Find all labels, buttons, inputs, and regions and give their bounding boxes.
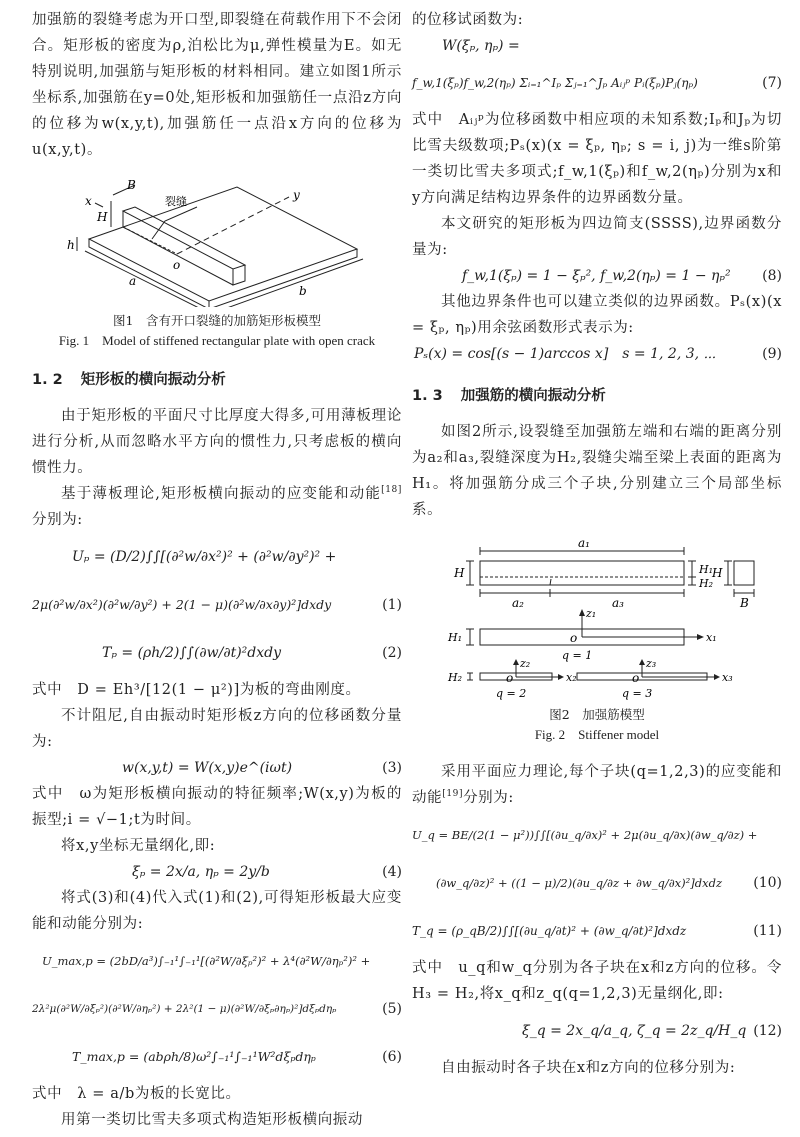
intro-paragraph: 加强筋的裂缝考虑为开口型,即裂缝在荷载作用下不会闭合。矩形板的密度为ρ,泊松比为μ,弹性模量为E。如无特别说明,加强筋与矩形板的材料相同。建立如图1所示坐标系,加强筋在y=0处,矩形板和加强筋任一点沿z方向的位移为w(x,y,t),加强筋任一点沿x方向的位移为u(x,y,t)。 xyxy=(32,12,402,158)
equation-number: (10) xyxy=(753,875,782,891)
equation-text: f_w,1(ξₚ) = 1 − ξₚ², f_w,2(ηₚ) = 1 − ηₚ² xyxy=(462,268,731,284)
equation-text: ξₚ = 2x/a, ηₚ = 2y/b xyxy=(132,864,270,880)
equation-12 xyxy=(412,1007,782,1055)
label-a: a xyxy=(129,274,137,288)
label-o3: o xyxy=(632,671,640,685)
citation-ref: [18] xyxy=(381,485,402,496)
equation-text: 2λ²μ(∂²W/∂ξₚ²)(∂²W/∂ηₚ²) + 2λ²(1 − μ)(∂²W/∂ξₚ∂ηₚ)²]dξₚdηₚ xyxy=(32,1003,337,1015)
paragraph xyxy=(32,481,402,533)
label-o: o xyxy=(570,631,578,645)
paragraph-text: 采用平面应力理论,每个子块(q=1,2,3)的应变能和动能 xyxy=(412,764,782,806)
equation-text: W(ξₚ, ηₚ) = xyxy=(442,38,520,54)
label-o: o xyxy=(173,258,181,272)
label-crack: 裂缝 xyxy=(165,195,187,208)
equation-3 xyxy=(32,755,402,781)
label-H: H xyxy=(97,210,108,224)
right-column xyxy=(412,0,782,1081)
label-a2: a₂ xyxy=(512,596,524,610)
paragraph: 如图2所示,设裂缝至加强筋左端和右端的距离分别为a₂和a₃,裂缝深度为H₂,裂缝尖端至梁上表面的距离为H₁。将加强筋分成三个子块,分别建立三个局部坐标系。 xyxy=(412,424,782,518)
label-q3: q = 3 xyxy=(622,687,653,700)
paragraph: 用第一类切比雪夫多项式构造矩形板横向振动 xyxy=(61,1112,363,1128)
equation-8 xyxy=(412,263,782,289)
equation-number: (3) xyxy=(382,760,402,776)
label-z3: z₃ xyxy=(646,657,657,670)
paragraph: 不计阻尼,自由振动时矩形板z方向的位移函数分量为: xyxy=(32,708,402,750)
equation-2 xyxy=(32,629,402,677)
where-clause: 式中 u_q和w_q分别为各子块在x和z方向的位移。令H₃ = H₂,将x_q和z_q(q=1,2,3)无量纲化,即: xyxy=(412,960,782,1002)
paragraph: 本文研究的矩形板为四边简支(SSSS),边界函数分量为: xyxy=(412,216,782,258)
stiffener-model-diagram xyxy=(432,537,762,703)
section-number: 1. 2 xyxy=(32,372,63,388)
label-z1: z₁ xyxy=(586,607,597,620)
section-heading-1-2 xyxy=(32,367,402,393)
paragraph xyxy=(412,759,782,811)
label-H-section: H xyxy=(712,566,723,580)
section-number: 1. 3 xyxy=(412,388,443,404)
equation-11 xyxy=(412,907,782,955)
paragraph: 其他边界条件也可以建立类似的边界函数。Pₛ(x)(x = ξₚ, ηₚ)用余弦函数形式表示为: xyxy=(412,294,782,336)
figure-2 xyxy=(412,537,782,745)
equation-text: f_w,1(ξₚ)f_w,2(ηₚ) Σᵢ₌₁^Iₚ Σⱼ₌₁^Jₚ Aᵢⱼᵖ Pᵢ(ξₚ)Pⱼ(ηₚ) xyxy=(412,76,698,90)
equation-text: U_max,p = (2bD/a³)∫₋₁¹∫₋₁¹[(∂²W/∂ξₚ²)² + λ⁴(∂²W/∂ηₚ²)² + xyxy=(42,954,371,968)
equation-text: Pₛ(x) = cos[(s − 1)arccos x] s = 1, 2, 3, ⋯ xyxy=(414,346,717,362)
equation-number: (2) xyxy=(382,645,402,661)
equation-text: 2μ(∂²w/∂x²)(∂²w/∂y²) + 2(1 − μ)(∂²w/∂x∂y)²]dxdy xyxy=(32,597,332,612)
label-a1: a₁ xyxy=(578,537,590,550)
stiffener-beam xyxy=(480,561,684,585)
equation-number: (11) xyxy=(753,923,782,939)
equation-1-line-1 xyxy=(32,533,402,581)
paragraph: 将式(3)和(4)代入式(1)和(2),可得矩形板最大应变能和动能分别为: xyxy=(32,890,402,932)
figure-2-caption-cn: 图2 加强筋模型 xyxy=(549,707,645,722)
equation-number: (5) xyxy=(382,1001,402,1017)
equation-10-line-1 xyxy=(412,811,782,859)
label-B: B xyxy=(740,596,749,610)
figure-2-caption-en: Fig. 2 Stiffener model xyxy=(534,727,660,742)
equation-number: (12) xyxy=(753,1023,782,1039)
equation-text: w(x,y,t) = W(x,y)e^(iωt) xyxy=(122,760,293,776)
label-q2: q = 2 xyxy=(496,687,527,700)
label-H1: H₁ xyxy=(699,563,714,576)
equation-number: (4) xyxy=(382,864,402,880)
label-x1: x₁ xyxy=(706,631,717,644)
paragraph-text: 基于薄板理论,矩形板横向振动的应变能和动能 xyxy=(61,486,382,502)
where-clause: 式中 D = Eh³/[12(1 − μ²)]为板的弯曲刚度。 xyxy=(32,682,361,698)
label-z2: z₂ xyxy=(520,657,531,670)
label-x3: x₃ xyxy=(722,671,733,684)
equation-number: (7) xyxy=(762,75,782,91)
label-b: b xyxy=(299,284,307,298)
section-title: 加强筋的横向振动分析 xyxy=(460,388,606,404)
label-a3: a₃ xyxy=(612,596,624,610)
equation-10-line-2 xyxy=(412,859,782,907)
paragraph: 由于矩形板的平面尺寸比厚度大得多,可用薄板理论进行分析,从而忽略水平方向的惯性力,只考虑板的横向惯性力。 xyxy=(32,408,402,476)
equation-1-line-2 xyxy=(32,581,402,629)
label-H2: H₂ xyxy=(699,577,714,590)
section-title: 矩形板的横向振动分析 xyxy=(80,372,226,388)
equation-number: (6) xyxy=(382,1049,402,1065)
label-q1: q = 1 xyxy=(562,649,593,662)
label-H1-block: H₁ xyxy=(448,631,463,644)
equation-5-line-2 xyxy=(32,985,402,1033)
figure-1-caption-cn: 图1 含有开口裂缝的加筋矩形板模型 xyxy=(113,313,321,328)
equation-text: (∂w_q/∂z)² + ((1 − μ)/2)(∂u_q/∂z + ∂w_q/∂x)²]dxdz xyxy=(436,876,723,890)
where-clause: 式中 Aᵢⱼᵖ为位移函数中相应项的未知系数;Iₚ和Jₚ为切比雪夫级数项;Pₛ(x)(x = ξₚ, ηₚ; s = i, j)为一维s阶第一类切比雪夫多项式;f_w,1(ξₚ)和f_w,2(ηₚ)分别为x和y方向满足结构边界条件的边界函数分量。 xyxy=(412,112,782,206)
label-o2: o xyxy=(506,671,514,685)
equation-9 xyxy=(412,341,782,367)
label-y: y xyxy=(293,188,300,202)
label-B: B xyxy=(127,179,136,192)
equation-text: T_max,p = (abρh/8)ω²∫₋₁¹∫₋₁¹W²dξₚdηₚ xyxy=(72,1049,316,1064)
equation-text: Tₚ = (ρh/2)∫∫(∂w/∂t)²dxdy xyxy=(102,645,282,661)
label-x: x xyxy=(85,194,92,208)
cross-section xyxy=(734,561,754,585)
label-h: h xyxy=(67,238,75,252)
equation-number: (9) xyxy=(762,346,782,362)
equation-number: (1) xyxy=(382,597,402,613)
label-H: H xyxy=(454,566,465,580)
paragraph: 自由振动时各子块在x和z方向的位移分别为: xyxy=(441,1060,736,1076)
paragraph-text: 分别为: xyxy=(32,512,83,528)
equation-4 xyxy=(32,859,402,885)
equation-6 xyxy=(32,1033,402,1081)
equation-7-line-1 xyxy=(412,33,782,59)
figure-1-caption-en: Fig. 1 Model of stiffened rectangular plate with open crack xyxy=(58,333,376,348)
stiffened-plate-diagram xyxy=(67,179,367,307)
citation-ref: [19] xyxy=(442,789,464,800)
equation-text: Uₚ = (D/2)∫∫[(∂²w/∂x²)² + (∂²w/∂y²)² + xyxy=(72,549,337,565)
equation-number: (8) xyxy=(762,268,782,284)
left-column xyxy=(32,0,402,1133)
section-heading-1-3 xyxy=(412,383,782,409)
figure-1 xyxy=(32,179,402,351)
label-x2: x₂ xyxy=(566,671,577,684)
paragraph: 将x,y坐标无量纲化,即: xyxy=(61,838,216,854)
equation-5-line-1 xyxy=(32,937,402,985)
paragraph: 的位移试函数为: xyxy=(412,12,524,28)
equation-text: ξ_q = 2x_q/a_q, ζ_q = 2z_q/H_q xyxy=(522,1023,747,1039)
label-H2-block: H₂ xyxy=(448,671,463,684)
equation-7-line-2 xyxy=(412,59,782,107)
equation-text: U_q = BE/(2(1 − μ²))∫∫[(∂u_q/∂x)² + 2μ(∂u_q/∂x)(∂w_q/∂z) + xyxy=(412,828,758,842)
paragraph-text: 分别为: xyxy=(463,790,514,806)
equation-text: T_q = (ρ_qB/2)∫∫[(∂u_q/∂t)² + (∂w_q/∂t)²]dxdz xyxy=(412,924,687,938)
where-clause: 式中 ω为矩形板横向振动的特征频率;W(x,y)为板的振型;i = √−1;t为时间。 xyxy=(32,786,402,828)
where-clause: 式中 λ = a/b为板的长宽比。 xyxy=(32,1086,241,1102)
